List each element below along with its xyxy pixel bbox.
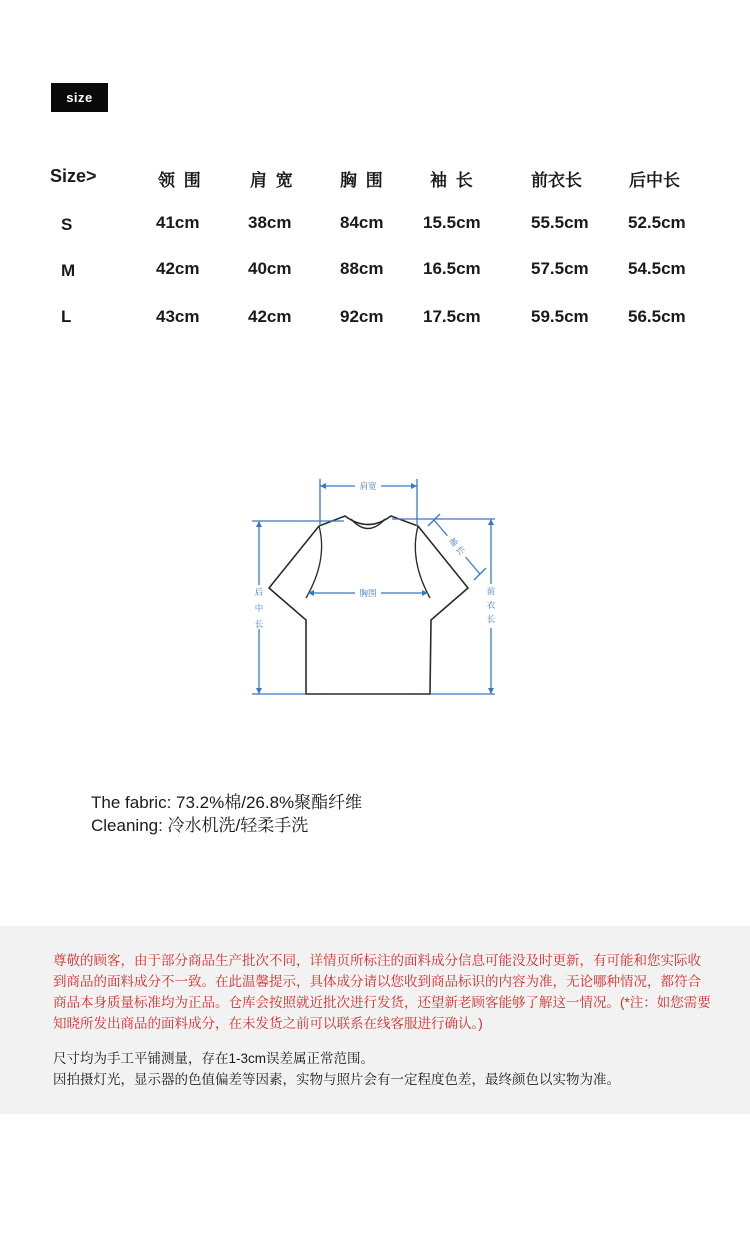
row-m-back-length: 54.5cm — [628, 259, 686, 278]
row-s-neck: 41cm — [156, 213, 200, 232]
row-l-shoulder: 42cm — [248, 307, 292, 326]
row-s-shoulder: 38cm — [248, 213, 292, 232]
row-m-front-length: 57.5cm — [531, 259, 589, 278]
row-l-back-length: 56.5cm — [628, 307, 686, 326]
row-m-neck: 42cm — [156, 259, 200, 278]
arrow-back-top — [256, 521, 262, 527]
header-chest: 胸 围 — [340, 171, 385, 190]
row-s-front-length: 55.5cm — [531, 213, 589, 232]
tshirt-measurement-diagram — [240, 470, 510, 710]
row-m-size: M — [61, 261, 76, 280]
arrow-front-bottom — [488, 688, 494, 694]
arrow-shoulder-left — [320, 483, 326, 489]
fabric-info — [91, 791, 362, 837]
notice-color-text: 因拍摄灯光，显示器的色值偏差等因素，实物与照片会有一定程度色差，最终颜色以实物为准。 — [53, 1072, 620, 1087]
tshirt-outline — [269, 516, 468, 694]
notice-red-text: 尊敬的顾客，由于部分商品生产批次不同，详情页所标注的面料成分信息可能没及时更新，有可能和您实际收到商品的面料成分不一致。在此温馨提示，具体成分请以您收到商品标识的内容为准，无论哪种情况，都符合商品本身质量标准均为正品。仓库会按照就近批次进行发货，还望新老顾客能够了解这一情况。(*注：如您需要知晓所发出商品的面料成分，在未发货之前可以联系在线客服进行确认。) — [53, 953, 711, 1031]
row-l-neck: 43cm — [156, 307, 200, 326]
row-m-sleeve: 16.5cm — [423, 259, 481, 278]
row-m-chest: 88cm — [340, 259, 384, 278]
back-length-label-3: 长 — [254, 619, 264, 629]
front-length-label-1: 前 — [486, 586, 496, 596]
row-m-shoulder: 40cm — [248, 259, 292, 278]
chest-label: 胸围 — [359, 588, 377, 598]
arrow-chest-right — [422, 590, 428, 596]
arrow-front-top — [488, 519, 494, 525]
front-length-label-3: 长 — [486, 614, 496, 624]
row-s-size: S — [61, 215, 73, 234]
fabric-composition: The fabric: 73.2%棉/26.8%聚酯纤维 — [91, 793, 363, 812]
row-s-chest: 84cm — [340, 213, 384, 232]
header-shoulder: 肩 宽 — [250, 171, 295, 190]
row-l-front-length: 59.5cm — [531, 307, 589, 326]
size-tag: size — [51, 83, 108, 112]
header-front-length: 前衣长 — [531, 171, 582, 190]
row-l-sleeve: 17.5cm — [423, 307, 481, 326]
notice-measurement-text: 尺寸均为手工平铺测量，存在1-3cm误差属正常范围。 — [53, 1051, 375, 1066]
cleaning-instructions: Cleaning: 冷水机洗/轻柔手洗 — [91, 816, 309, 835]
header-back-length: 后中长 — [629, 171, 680, 190]
arrow-shoulder-right — [411, 483, 417, 489]
row-s-sleeve: 15.5cm — [423, 213, 481, 232]
row-s-back-length: 52.5cm — [628, 213, 686, 232]
sleeve-seam-left — [306, 526, 322, 598]
header-neck: 领 围 — [158, 171, 203, 190]
sleeve-seam-right — [415, 526, 430, 598]
shoulder-label: 肩宽 — [359, 481, 377, 491]
front-length-label-2: 衣 — [486, 600, 496, 610]
header-size: Size> — [50, 166, 97, 186]
header-sleeve: 袖 长 — [430, 171, 475, 190]
arrow-chest-left — [308, 590, 314, 596]
row-l-size: L — [61, 307, 72, 326]
sleeve-label: 袖 长 — [447, 535, 467, 557]
back-length-label-2: 中 — [254, 603, 264, 613]
arrow-back-bottom — [256, 688, 262, 694]
row-l-chest: 92cm — [340, 307, 384, 326]
back-length-label-1: 后 — [254, 587, 264, 597]
